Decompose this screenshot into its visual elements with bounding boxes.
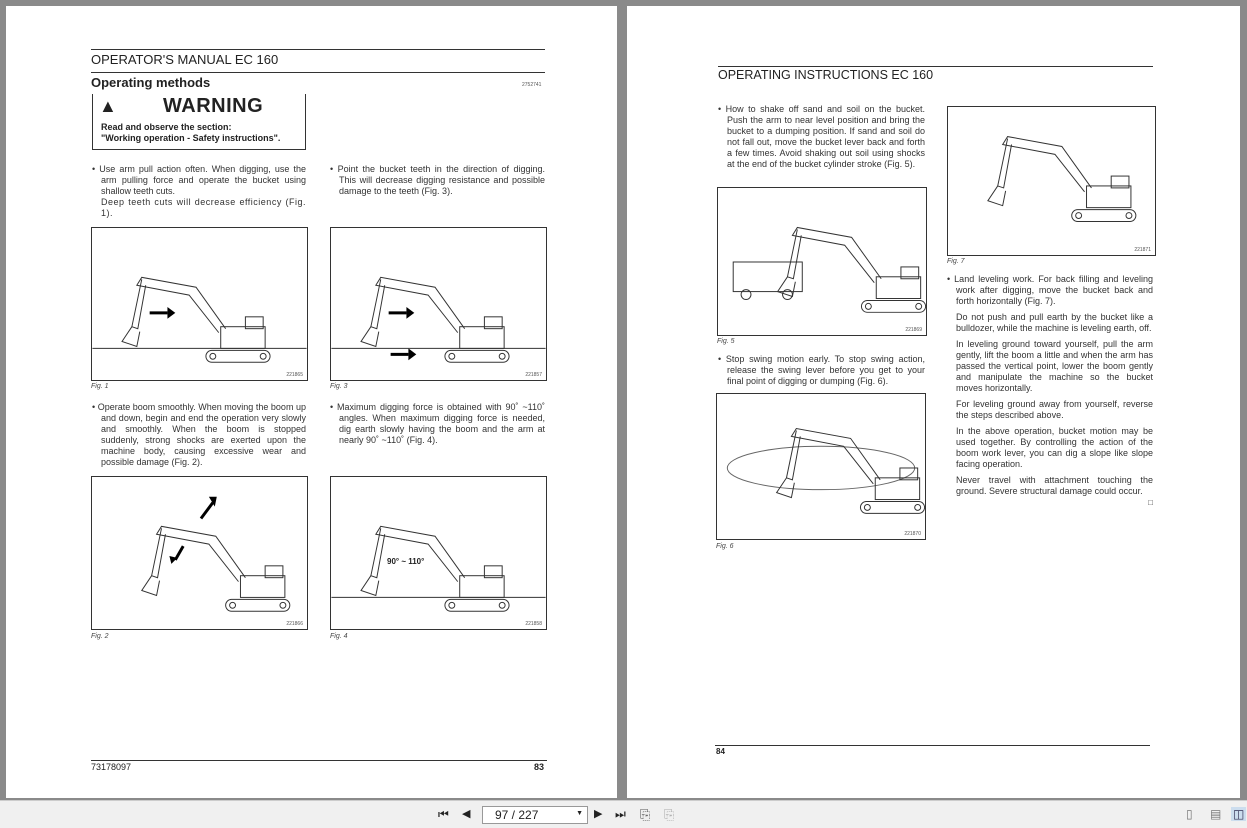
divider — [91, 72, 545, 73]
divider — [715, 745, 1150, 746]
page-number-value: 97 / 227 — [495, 808, 539, 822]
paragraph: Never travel with attachment touching the ground. Severe structural damage could occur. — [956, 475, 1153, 496]
figure-caption: Fig. 5 — [717, 338, 735, 345]
viewer-toolbar — [0, 800, 1247, 828]
figure-number: 221866 — [286, 621, 303, 627]
right-page — [627, 6, 1240, 798]
section-code: 2752741 — [522, 82, 542, 88]
page-number-field[interactable] — [482, 806, 588, 824]
figure-number: 221865 — [286, 372, 303, 378]
figure-caption: Fig. 1 — [91, 383, 109, 390]
paragraph: In the above operation, bucket motion may be used together. By controlling the action of the boom work lever, you can dig a slope like slope facing operation. — [956, 426, 1153, 469]
warning-icon: ▲ — [99, 96, 117, 116]
continuous-view-icon[interactable]: ▤ — [1210, 807, 1222, 821]
figure-number: 221871 — [1134, 247, 1151, 253]
figure-number: 221870 — [904, 531, 921, 537]
paragraph: • Maximum digging force is obtained with 90˚ ~110˚ angles. When maximum digging force is needed, dig earth slowly having the boom and the arm at nearly 90˚ ~110˚ (Fig. 4). — [330, 402, 545, 445]
single-page-view-icon[interactable]: ▯ — [1186, 807, 1193, 821]
two-page-view-icon[interactable]: ◫ — [1233, 807, 1245, 821]
page-number: 84 — [716, 747, 725, 756]
paragraph: • Point the bucket teeth in the direction of digging. This will decrease digging resistance and possible damage to the teeth (Fig. 3). — [330, 164, 545, 196]
paragraph: • Operate boom smoothly. When moving the boom up and down, begin and end the operation very slowly and smoothly. When the boom is stopped suddenly, strong shocks are exerted upon the machine body, causing excessive wear and possible damage (Fig. 2). — [92, 402, 306, 467]
page-number: 83 — [534, 762, 545, 772]
figure-3 — [330, 227, 547, 381]
paragraph: Do not push and pull earth by the bucket like a bulldozer, while the machine is leveling earth, off. — [956, 312, 1153, 333]
last-page-button[interactable]: ⏭ — [615, 807, 626, 821]
paragraph: For leveling ground away from yourself, reverse the steps described above. — [956, 399, 1153, 420]
figure-2 — [91, 476, 308, 630]
warning-box — [92, 94, 306, 150]
chevron-down-icon[interactable]: ▼ — [576, 810, 583, 817]
angle-label: 90° ~ 110° — [387, 557, 425, 566]
figure-caption: Fig. 6 — [716, 543, 734, 550]
figure-number: 221858 — [525, 621, 542, 627]
document-number: 73178097 — [91, 762, 132, 772]
divider — [91, 49, 545, 50]
manual-header: OPERATING INSTRUCTIONS EC 160 — [718, 68, 934, 82]
manual-header: OPERATOR'S MANUAL EC 160 — [91, 52, 279, 67]
figure-7 — [947, 106, 1156, 256]
left-page — [6, 6, 617, 798]
paragraph: • Land leveling work. For back filling and leveling work after digging, move the bucket back and forth horizontally (Fig. 7). — [947, 274, 1153, 306]
figure-number: 221857 — [525, 372, 542, 378]
figure-6 — [716, 393, 926, 540]
rotate-page-icon[interactable]: ⎘ — [640, 807, 651, 822]
previous-page-button[interactable]: ◀ — [462, 808, 471, 820]
divider — [91, 760, 547, 761]
paragraph: • Use arm pull action often. When digging, use the arm pulling force and operate the bucket using shallow teeth cuts. — [92, 164, 306, 196]
figure-caption: Fig. 4 — [330, 633, 348, 640]
figure-caption: Fig. 2 — [91, 633, 109, 640]
paragraph: • Stop swing motion early. To stop swing action, release the swing lever before you get to your final point of digging or dumping (Fig. 6). — [718, 354, 925, 386]
figure-caption: Fig. 7 — [947, 258, 965, 265]
figure-number: 221869 — [905, 327, 922, 333]
section-title: Operating methods — [91, 75, 211, 90]
paragraph: Deep teeth cuts will decrease efficiency (Fig. 1). — [101, 197, 306, 218]
warning-line: Read and observe the section: — [101, 122, 232, 132]
first-page-button[interactable]: ⏮ — [438, 807, 449, 821]
figure-1 — [91, 227, 308, 381]
figure-4 — [330, 476, 547, 630]
divider — [718, 66, 1153, 67]
copy-page-icon[interactable]: ⎘ — [664, 807, 675, 822]
warning-line: "Working operation - Safety instructions". — [101, 133, 281, 143]
figure-caption: Fig. 3 — [330, 383, 348, 390]
end-mark: □ — [1148, 498, 1153, 507]
warning-title: WARNING — [163, 95, 264, 117]
next-page-button[interactable]: ▶ — [594, 808, 603, 820]
paragraph: • How to shake off sand and soil on the bucket. Push the arm to near level position and bring the bucket to a dumping position. If sand and soil do not fall out, move the bucket lever back and forth a few times. Avoid shaking out soil using shocks at the end of the bucket cylinder stroke (Fig. 5). — [718, 104, 925, 169]
figure-5 — [717, 187, 927, 336]
paragraph: In leveling ground toward yourself, pull the arm gently, lift the boom a little and when the arm has passed the vertical point, lower the boom gently and manipulate the machine so the bucket moves horizontally. — [956, 339, 1153, 393]
